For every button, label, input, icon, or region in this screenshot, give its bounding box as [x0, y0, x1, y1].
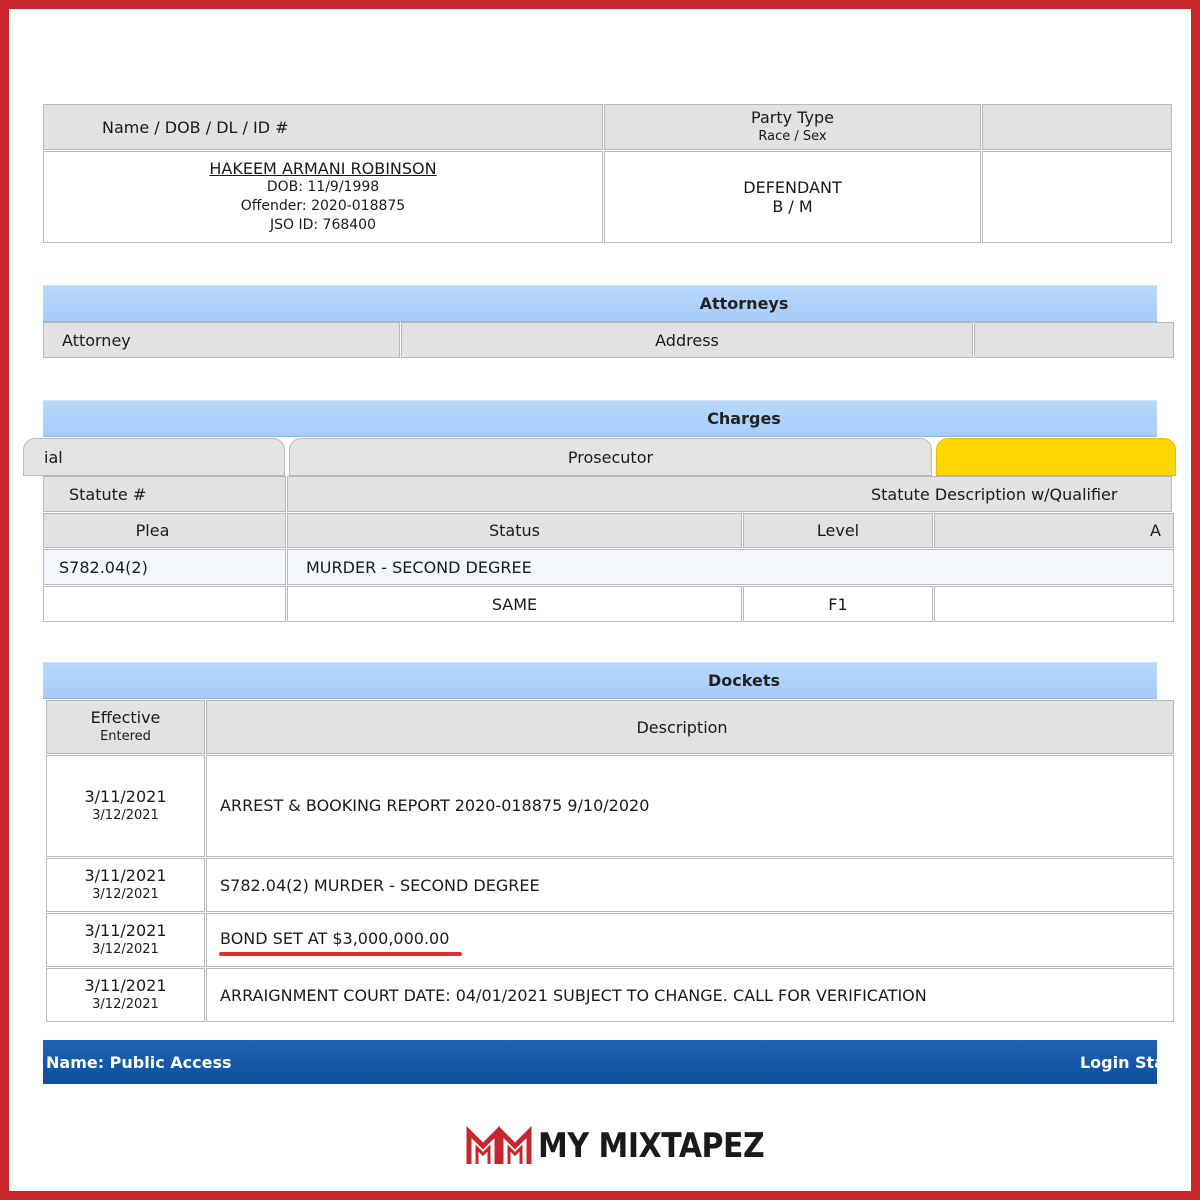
docket-description-label: Description	[636, 717, 728, 737]
red-highlight-underline	[219, 952, 462, 956]
charge-status-value: SAME	[491, 594, 538, 614]
docket-row-4-date	[46, 968, 205, 1022]
attorney-col-label: Attorney	[62, 330, 131, 350]
docket-entered-label: Entered	[100, 729, 151, 744]
docket-row-2-description	[206, 858, 1174, 912]
defendant-name-link[interactable]: HAKEEM ARMANI ROBINSON	[209, 159, 437, 178]
footer-login-status: Login Sta	[1079, 1052, 1165, 1072]
charge-level-value: F1	[828, 594, 848, 614]
level-col-header	[743, 513, 933, 548]
charge-description-value: MURDER - SECOND DEGREE	[306, 557, 532, 577]
my-mixtapez-logo	[466, 1126, 795, 1166]
party-identity-cell	[43, 151, 603, 243]
header-extra	[982, 104, 1172, 150]
a-col-header	[934, 513, 1174, 548]
docket-row-2-entered: 3/12/2021	[92, 887, 159, 902]
docket-row-2-effective: 3/11/2021	[84, 866, 167, 885]
race-sex-value: B / M	[772, 197, 813, 216]
charge-plea-cell	[43, 586, 286, 622]
logo-wordmark: MY MIXTAPEZ	[538, 1126, 765, 1166]
dob-text: DOB: 11/9/1998	[266, 179, 380, 195]
court-record-screenshot	[43, 104, 1165, 1094]
header-name-dob	[43, 104, 603, 150]
charges-section-header	[43, 400, 1157, 437]
level-col-label: Level	[816, 521, 860, 540]
charge-statute-value: S782.04(2)	[59, 557, 148, 577]
docket-row-1-text[interactable]: ARREST & BOOKING REPORT 2020-018875 9/10/2020	[220, 795, 650, 815]
address-col-header	[401, 322, 973, 358]
docket-row-4-effective: 3/11/2021	[84, 976, 167, 995]
docket-row-3-description	[206, 913, 1174, 967]
docket-row-3-entered: 3/12/2021	[92, 942, 159, 957]
attorney-col-header	[43, 322, 400, 358]
address-col-label: Address	[655, 330, 719, 350]
charge-statute-cell	[43, 549, 286, 585]
charge-description-cell	[287, 549, 1174, 585]
docket-row-3-text[interactable]: BOND SET AT $3,000,000.00	[220, 928, 450, 948]
plea-col-header	[43, 513, 286, 548]
footer-user-name: Name: Public Access	[46, 1052, 232, 1072]
dockets-title: Dockets	[708, 671, 780, 690]
header-party-type	[604, 104, 981, 150]
status-footer-bar	[43, 1040, 1165, 1084]
docket-row-3-date	[46, 913, 205, 967]
docket-row-1-description	[206, 755, 1174, 857]
mm-logo-icon	[466, 1126, 534, 1166]
docket-effective-label: Effective	[90, 708, 161, 727]
docket-row-2-text[interactable]: S782.04(2) MURDER - SECOND DEGREE	[220, 875, 540, 895]
dockets-section-header	[43, 662, 1157, 699]
a-col-label: A	[1150, 521, 1161, 540]
docket-row-3-effective: 3/11/2021	[84, 921, 167, 940]
header-race-sex-label: Race / Sex	[758, 129, 827, 144]
docket-description-header	[206, 700, 1174, 754]
charges-title: Charges	[707, 409, 781, 428]
tab-prosecutor-label: Prosecutor	[567, 447, 654, 467]
party-type-value: DEFENDANT	[743, 178, 842, 197]
plea-col-label: Plea	[135, 521, 170, 540]
docket-row-4-entered: 3/12/2021	[92, 997, 159, 1012]
description-col-header	[287, 476, 1172, 512]
docket-row-2-date	[46, 858, 205, 912]
attorney-extra-col	[974, 322, 1174, 358]
docket-effective-header	[46, 700, 205, 754]
header-party-type-label: Party Type	[751, 108, 834, 127]
tab-prosecutor[interactable]	[289, 438, 932, 476]
party-extra-cell	[982, 151, 1172, 243]
jso-id-text: JSO ID: 768400	[269, 217, 376, 233]
description-col-label: Statute Description w/Qualifier	[871, 484, 1118, 504]
tab-left-label: ial	[44, 447, 63, 467]
tab-selected-yellow[interactable]	[936, 438, 1176, 476]
offender-text: Offender: 2020-018875	[240, 198, 406, 214]
status-col-label: Status	[489, 521, 540, 540]
docket-row-4-text[interactable]: ARRAIGNMENT COURT DATE: 04/01/2021 SUBJECT TO CHANGE. CALL FOR VERIFICATION	[220, 985, 927, 1005]
party-type-cell	[604, 151, 981, 243]
charge-status-cell	[287, 586, 742, 622]
statute-col-label: Statute #	[69, 484, 147, 504]
docket-row-4-description	[206, 968, 1174, 1022]
docket-row-1-effective: 3/11/2021	[84, 787, 167, 806]
header-name-dob-label: Name / DOB / DL / ID #	[102, 117, 289, 137]
docket-row-1-date	[46, 755, 205, 857]
charge-a-cell	[934, 586, 1174, 622]
docket-row-1-entered: 3/12/2021	[92, 808, 159, 823]
status-col-header	[287, 513, 742, 548]
charge-level-cell	[743, 586, 933, 622]
tab-left-partial[interactable]	[23, 438, 285, 476]
statute-col-header	[43, 476, 286, 512]
attorneys-title: Attorneys	[699, 294, 789, 313]
attorneys-section-header	[43, 285, 1157, 322]
